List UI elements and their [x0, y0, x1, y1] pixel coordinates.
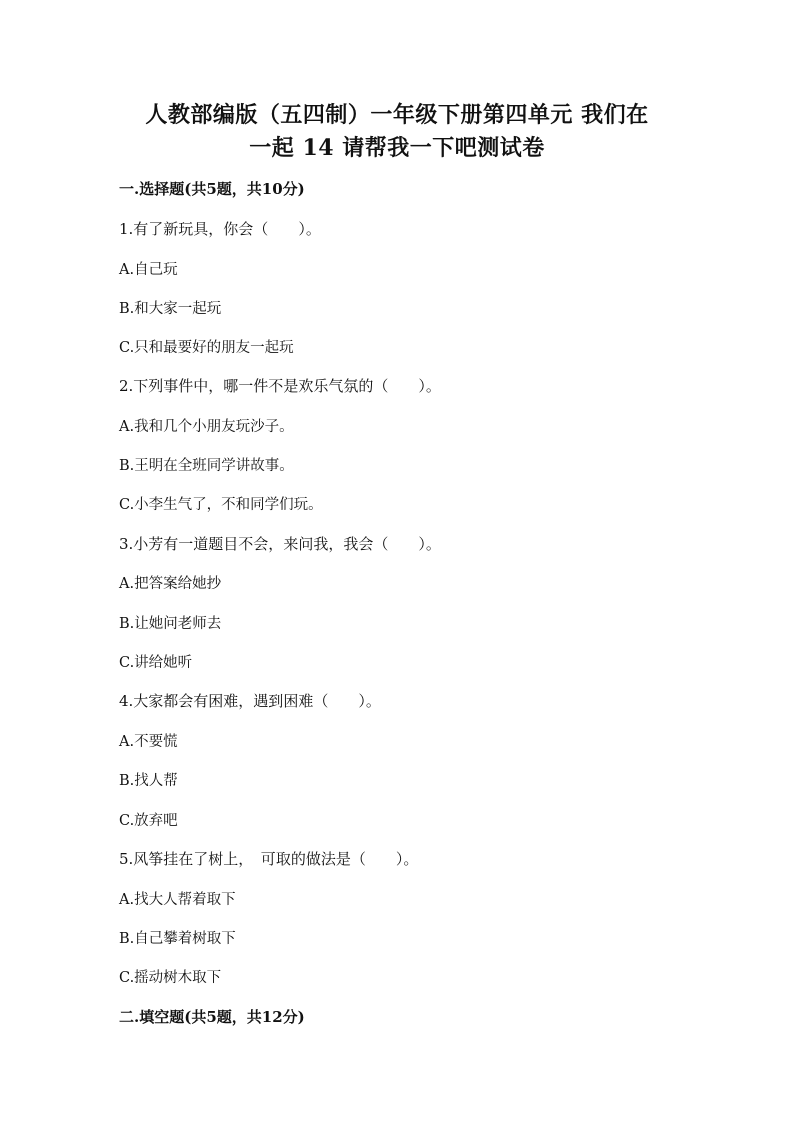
question-5: 5.风筝挂在了树上， 可取的做法是（ ）。	[119, 850, 419, 868]
question-4-option-a: A.不要慌	[119, 734, 178, 750]
question-3-option-b: B.让她问老师去	[119, 616, 222, 632]
question-5-option-c: C.摇动树木取下	[119, 970, 222, 986]
question-1-option-c: C.只和最要好的朋友一起玩	[119, 340, 294, 356]
question-3-option-a: A.把答案给她抄	[119, 576, 222, 592]
question-1: 1.有了新玩具，你会（ ）。	[119, 220, 321, 238]
exam-title-line-1: 人教部编版（五四制）一年级下册第四单元 我们在	[145, 102, 649, 128]
question-3-option-c: C.讲给她听	[119, 655, 193, 671]
question-1-option-b: B.和大家一起玩	[119, 301, 222, 317]
exam-title-line-2: 一起 14 请帮我一下吧测试卷	[249, 135, 545, 161]
question-3: 3.小芳有一道题目不会，来问我，我会（ ）。	[119, 535, 441, 553]
question-1-option-a: A.自己玩	[119, 262, 178, 278]
question-5-option-b: B.自己攀着树取下	[119, 931, 236, 947]
question-2-option-a: A.我和几个小朋友玩沙子。	[119, 419, 294, 435]
question-2-option-b: B.王明在全班同学讲故事。	[119, 458, 294, 474]
question-5-option-a: A.找大人帮着取下	[119, 892, 236, 908]
section-heading-fill-in-blank: 二.填空题(共5题，共12分)	[119, 1008, 305, 1026]
question-4-option-b: B.找人帮	[119, 773, 178, 789]
question-2-option-c: C.小李生气了，不和同学们玩。	[119, 497, 323, 513]
section-heading-multiple-choice: 一.选择题(共5题，共10分)	[119, 180, 305, 198]
question-2: 2.下列事件中，哪一件不是欢乐气氛的（ ）。	[119, 377, 441, 395]
question-4-option-c: C.放弃吧	[119, 813, 178, 829]
question-4: 4.大家都会有困难，遇到困难（ ）。	[119, 692, 381, 710]
